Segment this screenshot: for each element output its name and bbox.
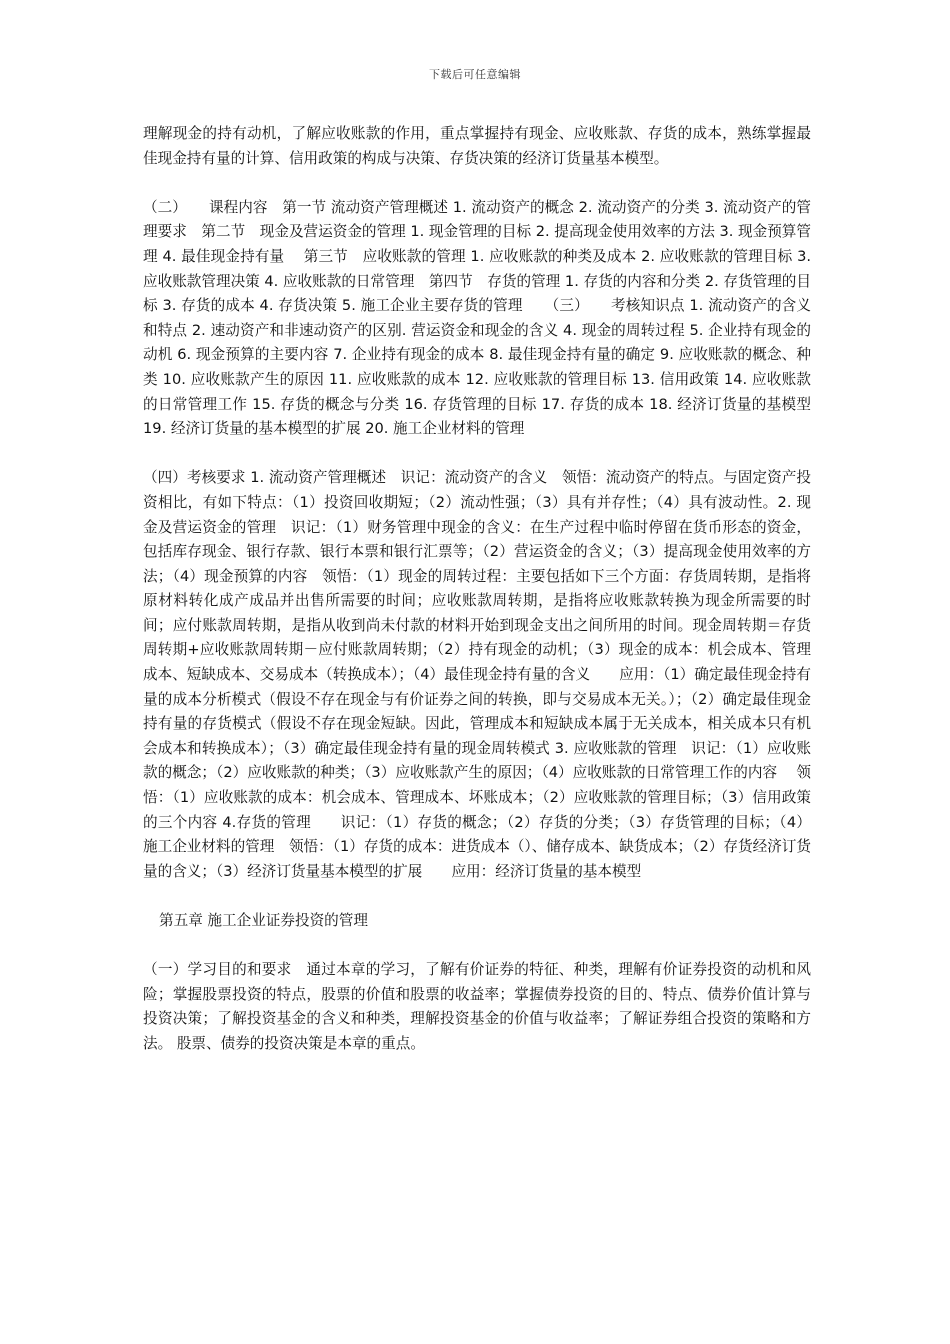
paragraph-course-content: （二） 课程内容 第一节 流动资产管理概述 1. 流动资产的概念 2. 流动资产的分类 3. 流动资产的管理要求 第二节 现金及营运资金的管理 1. 现金管理的目标 2. 提高现金使用效率的方法 3. 现金预算管理 4. 最佳现金持有量 第三节 应收账款的管理 1. 应收账款的种类及成本 2. 应收账款的管理目标 3. 应收账款管理决策 4. 应收账款的日常管理 第四节 存货的管理 1. 存货的内容和分类 2. 存货管理的目标 3. 存货的成本 4. 存货决策 5. 施工企业主要存货的管理 （三） 考核知识点 1. 流动资产的含义和特点 2. 速动资产和非速动资产的区别. 营运资金和现金的含义 4. 现金的周转过程 5. 企业持有现金的动机 6. 现金预算的主要内容 7. 企业持有现金的成本 8. 最佳现金持有量的确定 9. 应收账款的概念、种类 10. 应收账款产生的原因 11. 应收账款的成本 12. 应收账款的管理目标 13. 信用政策 14. 应收账款的日常管理工作 15. 存货的概念与分类 16. 存货管理的目标 17. 存货的成本 18. 经济订货量的基模型 19. 经济订货量的基本模型的扩展 20. 施工企业材料的管理 xyxy=(143,198,811,438)
page-header: 下载后可任意编辑 xyxy=(429,68,521,81)
document-body xyxy=(143,122,811,1081)
paragraph-chapter-goals: （一）学习目的和要求 通过本章的学习，了解有价证券的特征、种类，理解有价证券投资的动机和风险；掌握股票投资的特点，股票的价值和股票的收益率；掌握债券投资的目的、特点、债券价值计算与投资决策；了解投资基金的含义和种类，理解投资基金的价值与收益率；了解证券组合投资的策略和方法。 股票、债券的投资决策是本章的重点。 xyxy=(143,961,811,1052)
paragraph-assessment-requirements: （四）考核要求 1. 流动资产管理概述 识记：流动资产的含义 领悟：流动资产的特点。与固定资产投资相比，有如下特点：（1）投资回收期短；（2）流动性强；（3）具有并存性；（4）具有波动性。2. 现金及营运资金的管理 识记：（1）财务管理中现金的含义：在生产过程中临时停留在货币形态的资金，包括库存现金、银行存款、银行本票和银行汇票等；（2）营运资金的含义；（3）提高现金使用效率的方法；（4）现金预算的内容 领悟：（1）现金的周转过程：主要包括如下三个方面：存货周转期，是指将原材料转化成产成品并出售所需要的时间；应收账款周转期，是指将应收账款转换为现金所需要的时间；应付账款周转期，是指从收到尚未付款的材料开始到现金支出之间所用的时间。现金周转期＝存货周转期+应收账款周转期－应付账款周转期；（2）持有现金的动机；（3）现金的成本：机会成本、管理成本、短缺成本、交易成本（转换成本）；（4）最佳现金持有量的含义 应用：（1）确定最佳现金持有量的成本分析模式（假设不存在现金与有价证券之间的转换，即与交易成本无关。）；（2）确定最佳现金持有量的存货模式（假设不存在现金短缺。因此，管理成本和短缺成本属于无关成本，相关成本只有机会成本和转换成本）；（3）确定最佳现金持有量的现金周转模式 3. 应收账款的管理 识记：（1）应收账款的概念；（2）应收账款的种类；（3）应收账款产生的原因；（4）应收账款的日常管理工作的内容 领悟：（1）应收账款的成本：机会成本、管理成本、坏账成本；（2）应收账款的管理目标；（3）信用政策的三个内容 4.存货的管理 识记：（1）存货的概念；（2）存货的分类；（3）存货管理的目标；（4）施工企业材料的管理 领悟：（1）存货的成本：进货成本（）、储存成本、缺货成本；（2）存货经济订货量的含义；（3）经济订货量基本模型的扩展 应用：经济订货量的基本模型 xyxy=(143,469,811,880)
chapter-heading: 第五章 施工企业证券投资的管理 xyxy=(159,912,368,929)
paragraph-learning-goals: 理解现金的持有动机，了解应收账款的作用，重点掌握持有现金、应收账款、存货的成本，熟练掌握最佳现金持有量的计算、信用政策的构成与决策、存货决策的经济订货量基本模型。 xyxy=(143,125,811,167)
